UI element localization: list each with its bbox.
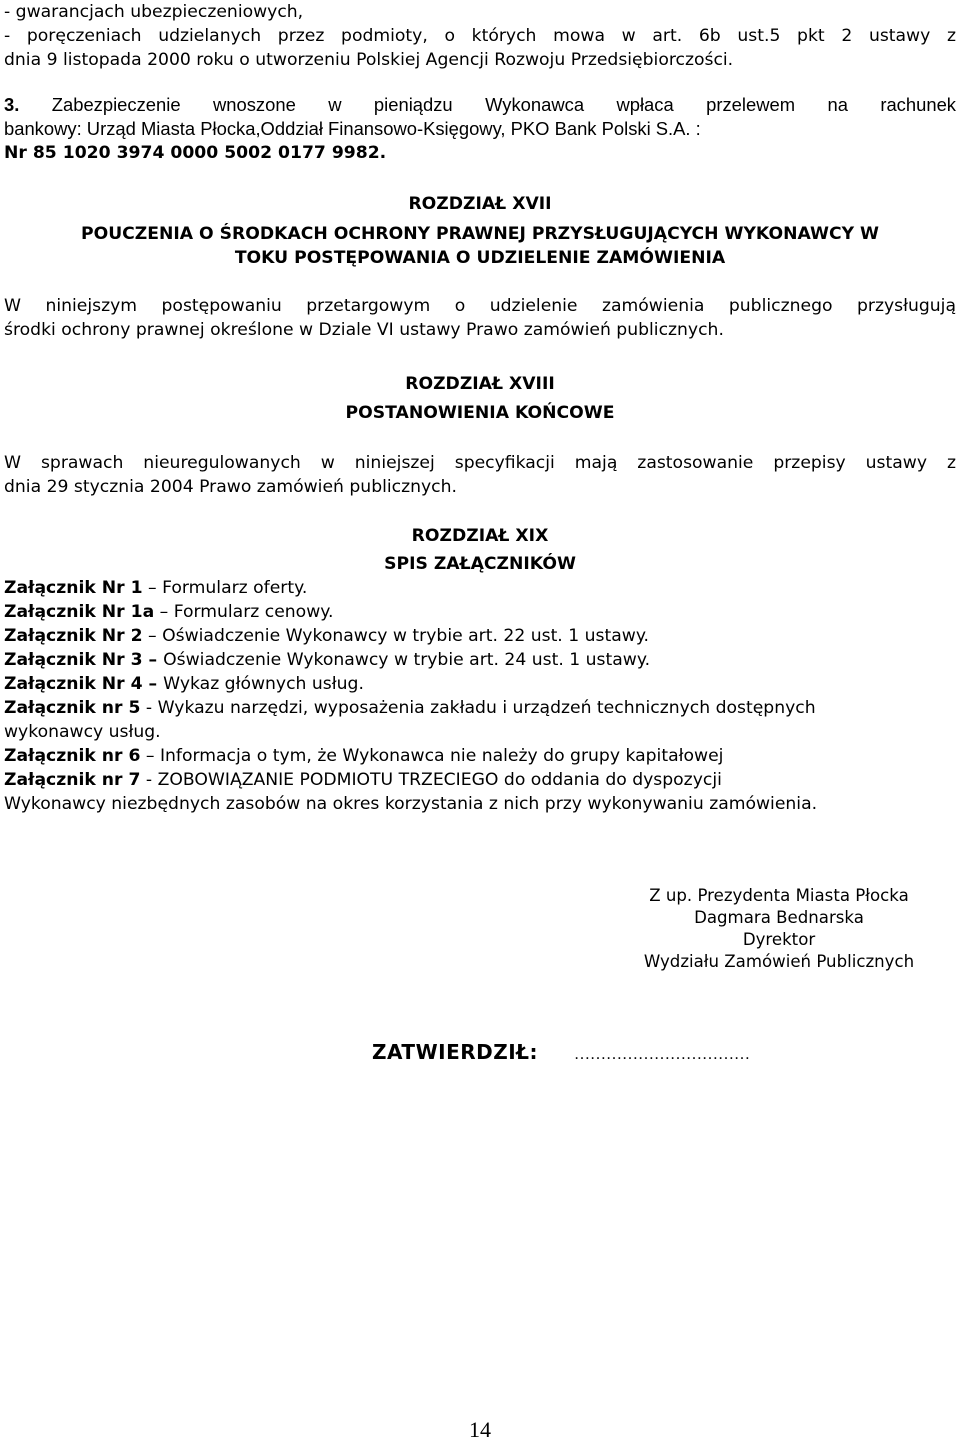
page-number: 14 xyxy=(469,1417,491,1442)
point-3-text: Zabezpieczenie wnoszone w pieniądzu Wykonawca wpłaca przelewem na rachunek xyxy=(19,94,956,115)
attachments-list xyxy=(4,576,956,816)
attachment-item xyxy=(4,672,956,696)
chapter-title-line: SPIS ZAŁĄCZNIKÓW xyxy=(384,554,576,574)
chapter-heading: ROZDZIAŁ XVII xyxy=(408,194,552,214)
attachment-label: Załącznik Nr 3 xyxy=(4,650,143,670)
paragraph-line: W niniejszym postępowaniu przetargowym o udzielenie zamówienia publicznego przysługują xyxy=(4,296,956,316)
chapter-18-paragraph xyxy=(4,451,956,499)
attachment-item xyxy=(4,720,956,744)
attachment-label: Załącznik Nr 1 xyxy=(4,578,143,598)
paragraph-line: W sprawach nieuregulowanych w niniejszej specyfikacji mają zastosowanie przepisy ustawy z xyxy=(4,453,956,473)
attachment-label: Załącznik Nr 2 xyxy=(4,626,143,646)
point-3-line: bankowy: Urząd Miasta Płocka,Oddział Finansowo-Księgowy, PKO Bank Polski S.A. : xyxy=(4,118,701,139)
attachment-separator: – xyxy=(142,578,163,598)
attachment-item xyxy=(4,624,956,648)
attachment-text: Oświadczenie Wykonawcy w trybie art. 22 ust. 1 ustawy. xyxy=(162,626,649,646)
attachment-separator: – xyxy=(142,626,163,646)
attachment-text: Formularz cenowy. xyxy=(173,602,334,622)
attachment-text: wykonawcy usług. xyxy=(4,722,161,742)
intro-line: dnia 9 listopada 2000 roku o utworzeniu Polskiej Agencji Rozwoju Przedsiębiorczości. xyxy=(4,50,734,70)
attachment-separator: - xyxy=(140,770,158,790)
chapter-title-line: POSTANOWIENIA KOŃCOWE xyxy=(345,403,615,423)
attachment-label: Załącznik nr 5 xyxy=(4,698,141,718)
intro-line: - gwarancjach ubezpieczeniowych, xyxy=(4,2,304,22)
approval-line xyxy=(372,1040,750,1067)
attachment-separator: – xyxy=(142,650,164,670)
intro-line: - poręczeniach udzielanych przez podmioty, o których mowa w art. 6b ust.5 pkt 2 ustawy z xyxy=(4,26,956,46)
chapter-17-title xyxy=(4,222,956,270)
point-3-number: 3. xyxy=(4,94,20,115)
attachment-item xyxy=(4,648,956,672)
attachment-item xyxy=(4,744,956,768)
signature-line: Z up. Prezydenta Miasta Płocka xyxy=(649,886,909,905)
chapter-18 xyxy=(4,372,956,396)
attachment-item xyxy=(4,600,956,624)
chapter-heading: ROZDZIAŁ XVIII xyxy=(405,374,555,394)
attachment-item xyxy=(4,792,956,816)
attachment-separator: – xyxy=(140,746,160,766)
attachment-item xyxy=(4,576,956,600)
paragraph-line: środki ochrony prawnej określone w Dziale VI ustawy Prawo zamówień publicznych. xyxy=(4,320,724,340)
chapter-17-paragraph xyxy=(4,294,956,342)
paragraph-line: dnia 29 stycznia 2004 Prawo zamówień publicznych. xyxy=(4,477,457,497)
attachment-label: Załącznik Nr 1a xyxy=(4,602,155,622)
attachment-text: Wykonawcy niezbędnych zasobów na okres korzystania z nich przy wykonywaniu zamówienia. xyxy=(4,794,818,814)
intro-block xyxy=(4,0,956,72)
point-3-block xyxy=(4,93,956,165)
attachment-text: ZOBOWIĄZANIE PODMIOTU TRZECIEGO do oddania do dyspozycji xyxy=(157,770,722,790)
attachment-separator: – xyxy=(142,674,164,694)
attachment-label: Załącznik nr 6 xyxy=(4,746,141,766)
point-3-line xyxy=(4,93,956,117)
chapter-title-line: POUCZENIA O ŚRODKACH OCHRONY PRAWNEJ PRZYSŁUGUJĄCYCH WYKONAWCY W xyxy=(81,224,879,244)
chapter-17 xyxy=(4,192,956,216)
attachment-text: Wykaz głównych usług. xyxy=(163,674,364,694)
signature-name: Dagmara Bednarska xyxy=(694,908,864,927)
signature-role: Dyrektor xyxy=(742,930,816,949)
attachment-separator: - xyxy=(140,698,158,718)
attachment-text: Oświadczenie Wykonawcy w trybie art. 24 ust. 1 ustawy. xyxy=(163,650,651,670)
attachment-text: Wykazu narzędzi, wyposażenia zakładu i urządzeń technicznych dostępnych xyxy=(157,698,816,718)
chapter-18-title xyxy=(4,401,956,425)
attachment-item xyxy=(4,768,956,792)
chapter-heading: ROZDZIAŁ XIX xyxy=(411,526,549,546)
attachment-text: Informacja o tym, że Wykonawca nie należy do grupy kapitałowej xyxy=(159,746,724,766)
approval-label: ZATWIERDZIŁ: xyxy=(372,1040,539,1064)
chapter-title-line: TOKU POSTĘPOWANIA O UDZIELENIE ZAMÓWIENIA xyxy=(234,248,726,268)
chapter-19-title xyxy=(4,552,956,576)
signature-block xyxy=(4,885,960,973)
attachment-label: Załącznik nr 7 xyxy=(4,770,141,790)
chapter-19 xyxy=(4,524,956,548)
attachment-text: Formularz oferty. xyxy=(162,578,308,598)
attachment-item xyxy=(4,696,956,720)
attachment-label: Załącznik Nr 4 xyxy=(4,674,143,694)
attachment-separator: – xyxy=(154,602,174,622)
approval-signature-dots: …………………………… xyxy=(574,1046,751,1063)
bank-account-number: Nr 85 1020 3974 0000 5002 0177 9982. xyxy=(4,143,387,163)
signature-department: Wydziału Zamówień Publicznych xyxy=(643,952,915,971)
